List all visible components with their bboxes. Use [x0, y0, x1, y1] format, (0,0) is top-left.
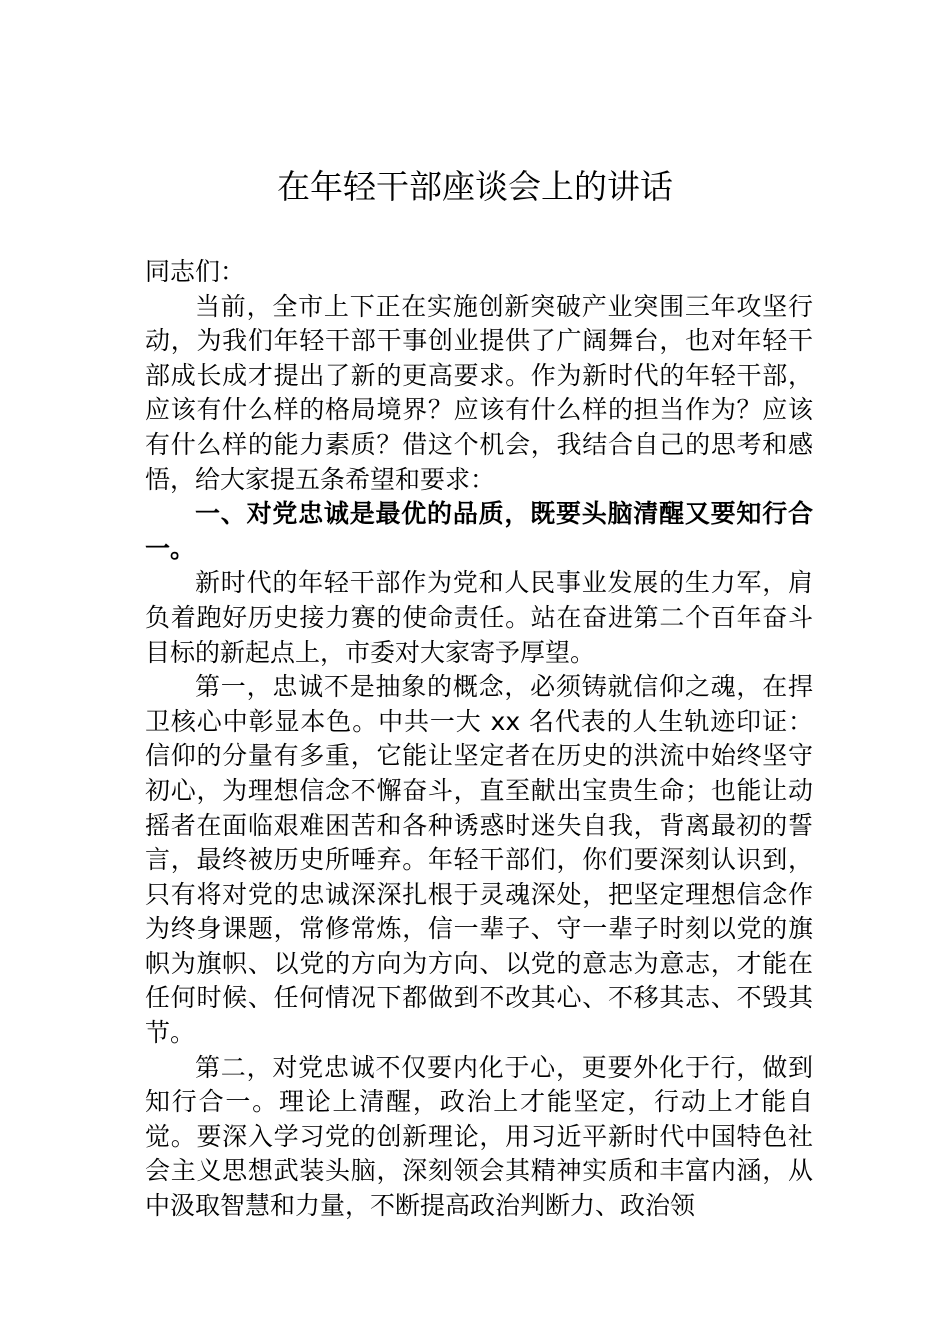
paragraph: 新时代的年轻干部作为党和人民事业发展的生力军，肩负着跑好历史接力赛的使命责任。站在奋进第二个百年奋斗目标的新起点上，市委对大家寄予厚望。 — [145, 568, 813, 667]
document-body — [145, 255, 813, 1224]
paragraph-intro: 当前，全市上下正在实施创新突破产业突围三年攻坚行动，为我们年轻干部干事创业提供了广阔舞台，也对年轻干部成长成才提出了新的更高要求。作为新时代的年轻干部，应该有什么样的格局境界？应该有什么样的担当作为？应该有什么样的能力素质？借这个机会，我结合自己的思考和感悟，给大家提五条希望和要求： — [145, 291, 813, 494]
section-heading-1: 一、对党忠诚是最优的品质，既要头脑清醒又要知行合一。 — [145, 499, 813, 563]
document-title: 在年轻干部座谈会上的讲话 — [277, 167, 673, 206]
paragraph: 第二，对党忠诚不仅要内化于心，更要外化于行，做到知行合一。理论上清醒，政治上才能坚定，行动上才能自觉。要深入学习党的创新理论，用习近平新时代中国特色社会主义思想武装头脑，深刻领会其精神实质和丰富内涵，从中汲取智慧和力量，不断提高政治判断力、政治领 — [145, 1052, 813, 1221]
paragraph: 第一，忠诚不是抽象的概念，必须铸就信仰之魂，在捍卫核心中彰显本色。中共一大 xx 名代表的人生轨迹印证：信仰的分量有多重，它能让坚定者在历史的洪流中始终坚守初心，为理想信念不懈奋斗，直至献出宝贵生命；也能让动摇者在面临艰难困苦和各种诱惑时迷失自我，背离最初的誓言，最终被历史所唾弃。年轻干部们，你们要深刻认识到，只有将对党的忠诚深深扎根于灵魂深处，把坚定理想信念作为终身课题，常修常炼，信一辈子、守一辈子时刻以党的旗帜为旗帜、以党的方向为方向、以党的意志为意志，才能在任何时候、任何情况下都做到不改其心、不移其志、不毁其节。 — [145, 672, 813, 1048]
salutation: 同志们： — [145, 257, 246, 286]
